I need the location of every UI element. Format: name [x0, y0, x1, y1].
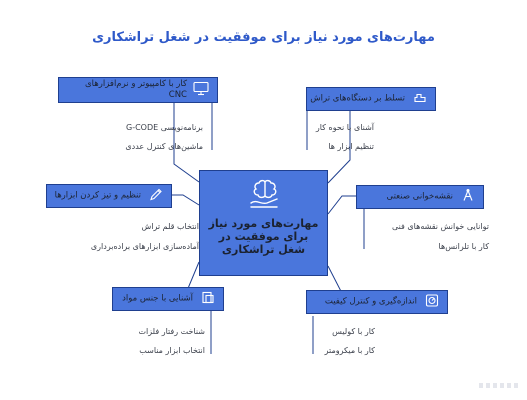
node-tools-label: تنظیم و تیز کردن ابزارها: [54, 190, 141, 201]
list-item: انتخاب ابزار مناسب: [139, 346, 205, 355]
gauge-icon: [425, 294, 439, 311]
list-item: تنظیم ابزار ها: [328, 142, 374, 151]
central-node: [199, 170, 328, 276]
list-item: انتخاب قلم تراش: [141, 222, 199, 231]
watermark-mark: [479, 383, 519, 388]
central-label: مهارت‌های مورد نیاز برای موفقیت در شغل تراشکاری: [208, 217, 319, 256]
drawing-icon: [461, 189, 475, 206]
node-machines: [306, 87, 436, 111]
node-quality-label: اندازه‌گیری و کنترل کیفیت: [324, 296, 417, 307]
list-item: برنامه‌نویسی G-CODE: [126, 123, 203, 132]
list-item: کار با میکرومتر: [324, 346, 375, 355]
material-icon: [201, 291, 215, 308]
list-item: آماده‌سازی ابزارهای براده‌برداری: [90, 242, 199, 251]
node-drawing: [356, 185, 484, 209]
node-tools: [46, 184, 172, 208]
node-computer-label: کار با کامپیوتر و نرم‌افزارهای CNC: [85, 79, 187, 100]
node-materials: [112, 287, 224, 311]
list-item: کار با تلرانس‌ها: [438, 242, 489, 251]
computer-icon: [193, 82, 209, 99]
brain-hand-icon: [247, 177, 283, 213]
pen-icon: [149, 188, 163, 205]
node-computer: [58, 77, 218, 103]
list-item: شناخت رفتار فلزات: [138, 327, 205, 336]
list-item: ماشین‌های کنترل عددی: [125, 142, 203, 151]
node-machines-label: تسلط بر دستگاه‌های تراش: [310, 93, 405, 104]
list-item: توانایی خوانش نقشه‌های فنی: [391, 222, 489, 231]
list-item: آشنای با نحوه کار: [315, 123, 374, 132]
node-materials-label: آشنایی با جنس مواد: [122, 293, 193, 304]
node-quality: [306, 290, 448, 314]
page-title: مهارت‌های مورد نیاز برای موفقیت در شغل تراشکاری: [92, 30, 435, 45]
list-item: کار با کولیس: [332, 327, 375, 336]
node-drawing-label: نقشه‌خوانی صنعتی: [386, 191, 453, 202]
lathe-icon: [413, 91, 427, 108]
